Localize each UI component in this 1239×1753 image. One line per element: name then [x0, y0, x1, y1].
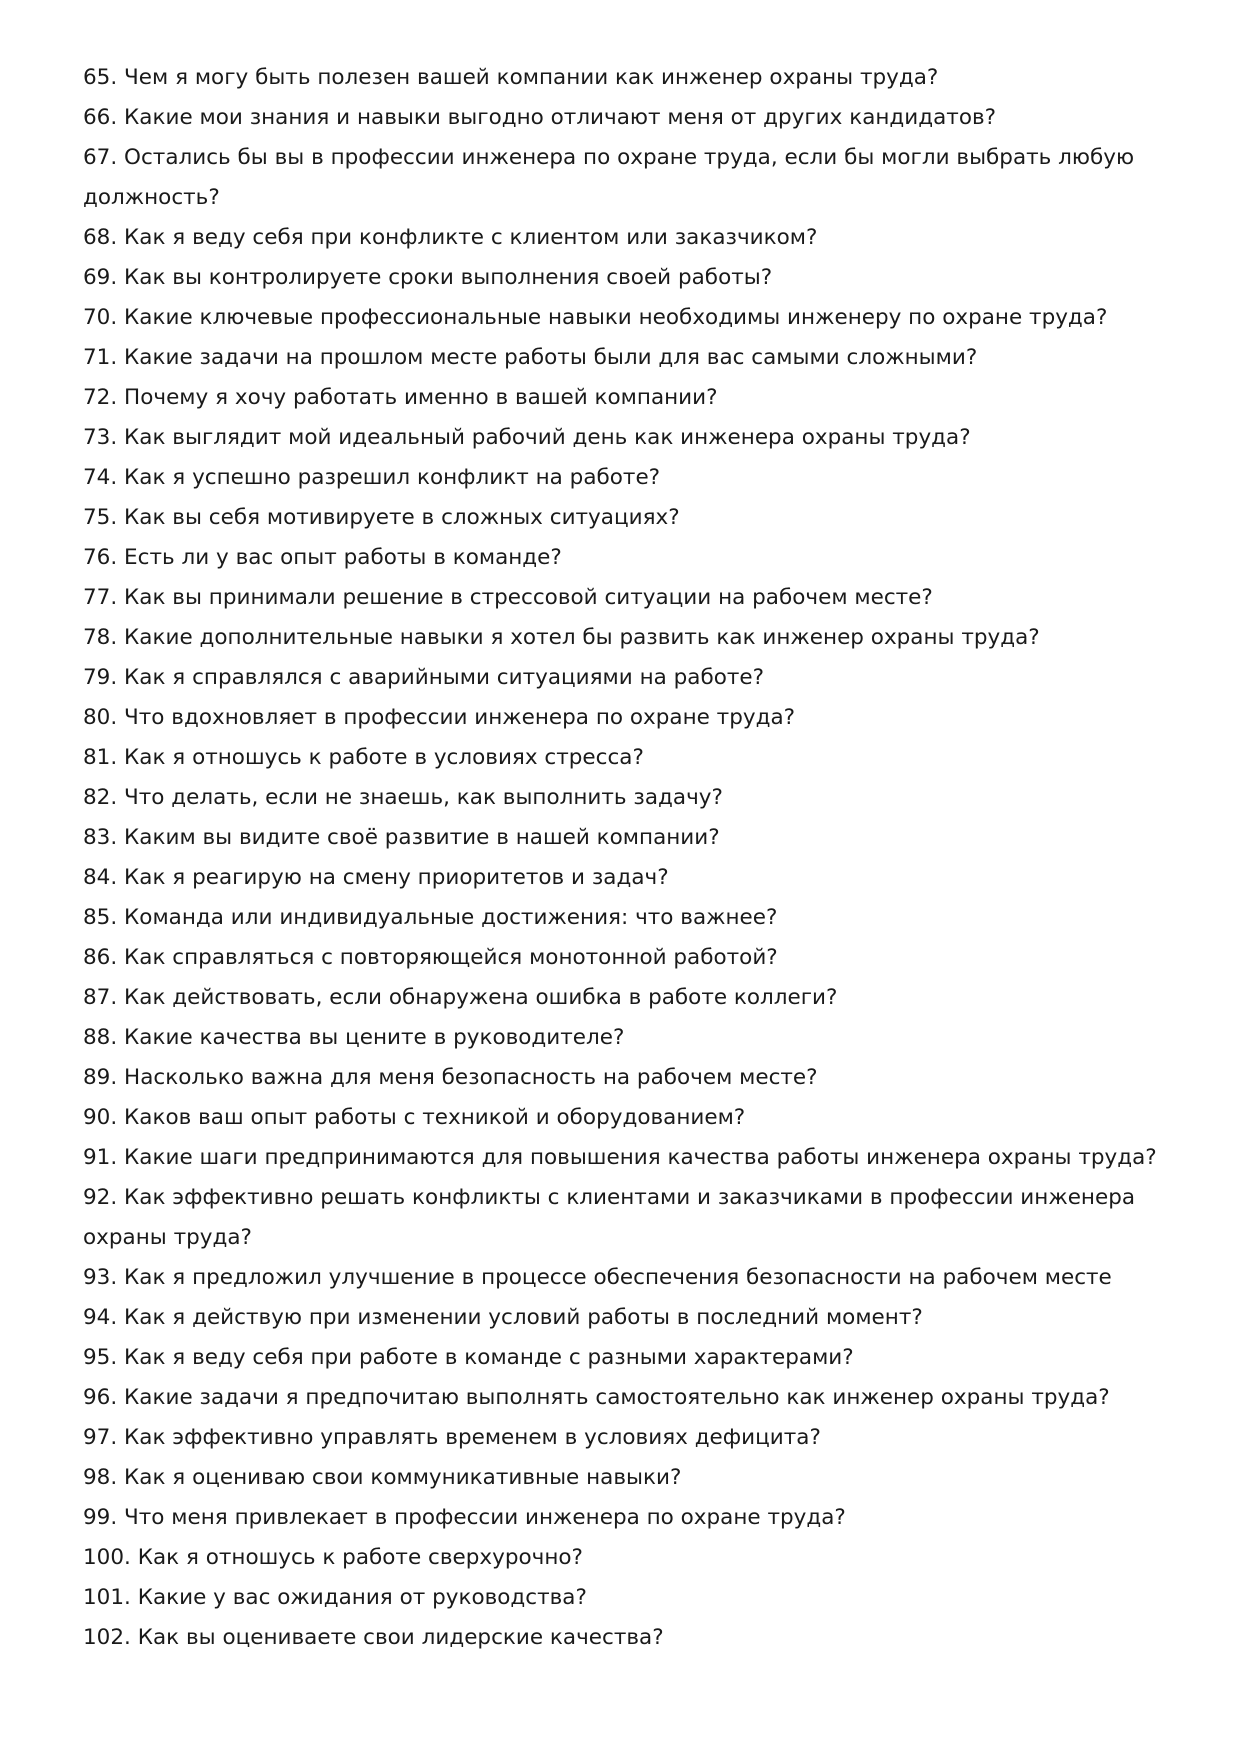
question-number: 97. — [83, 1425, 118, 1450]
question-number: 93. — [83, 1265, 118, 1290]
question-text: Какие задачи я предпочитаю выполнять самостоятельно как инженер охраны труда? — [124, 1385, 1110, 1410]
question-item — [83, 1338, 1173, 1378]
question-number: 87. — [83, 985, 118, 1010]
question-text: Насколько важна для меня безопасность на рабочем месте? — [124, 1065, 818, 1090]
question-item — [83, 658, 1173, 698]
question-number: 78. — [83, 625, 118, 650]
question-item — [83, 858, 1173, 898]
question-item — [83, 418, 1173, 458]
question-number: 98. — [83, 1465, 118, 1490]
question-number: 68. — [83, 225, 118, 250]
question-text: Как эффективно управлять временем в условиях дефицита? — [124, 1425, 821, 1450]
question-text: Что меня привлекает в профессии инженера по охране труда? — [124, 1505, 846, 1530]
question-number: 70. — [83, 305, 118, 330]
question-number: 95. — [83, 1345, 118, 1370]
question-item — [83, 1018, 1173, 1058]
question-number: 82. — [83, 785, 118, 810]
question-number: 90. — [83, 1105, 118, 1130]
question-item — [83, 1458, 1173, 1498]
question-number: 73. — [83, 425, 118, 450]
question-item — [83, 938, 1173, 978]
question-text: Как я отношусь к работе в условиях стресса? — [124, 745, 644, 770]
question-number: 69. — [83, 265, 118, 290]
question-text: Как эффективно решать конфликты с клиентами и заказчиками в профессии инженера охраны труда? — [83, 1185, 1136, 1250]
question-item — [83, 898, 1173, 938]
question-text: Как выглядит мой идеальный рабочий день как инженера охраны труда? — [124, 425, 971, 450]
question-item — [83, 578, 1173, 618]
question-text: Как действовать, если обнаружена ошибка в работе коллеги? — [124, 985, 838, 1010]
question-item — [83, 978, 1173, 1018]
question-number: 66. — [83, 105, 118, 130]
question-item — [83, 1138, 1173, 1178]
question-text: Как вы контролируете сроки выполнения своей работы? — [124, 265, 773, 290]
question-item — [83, 1058, 1173, 1098]
question-text: Как вы себя мотивируете в сложных ситуациях? — [124, 505, 680, 530]
question-item — [83, 378, 1173, 418]
question-item — [83, 1298, 1173, 1338]
question-text: Как я предложил улучшение в процессе обеспечения безопасности на рабочем месте — [124, 1265, 1112, 1290]
question-item — [83, 1578, 1173, 1618]
question-item — [83, 98, 1173, 138]
question-number: 86. — [83, 945, 118, 970]
question-number: 99. — [83, 1505, 118, 1530]
question-number: 79. — [83, 665, 118, 690]
question-item — [83, 778, 1173, 818]
question-item — [83, 1418, 1173, 1458]
question-text: Как я реагирую на смену приоритетов и задач? — [124, 865, 669, 890]
question-item — [83, 1098, 1173, 1138]
question-number: 77. — [83, 585, 118, 610]
question-text: Как справляться с повторяющейся монотонной работой? — [124, 945, 778, 970]
question-number: 83. — [83, 825, 118, 850]
question-number: 72. — [83, 385, 118, 410]
question-item — [83, 458, 1173, 498]
question-number: 76. — [83, 545, 118, 570]
question-item — [83, 1618, 1173, 1658]
question-number: 67. — [83, 145, 118, 170]
question-item — [83, 298, 1173, 338]
question-text: Что вдохновляет в профессии инженера по охране труда? — [124, 705, 796, 730]
question-number: 71. — [83, 345, 118, 370]
question-text: Как я оцениваю свои коммуникативные навыки? — [124, 1465, 682, 1490]
question-number: 94. — [83, 1305, 118, 1330]
question-text: Какие качества вы цените в руководителе? — [124, 1025, 625, 1050]
question-number: 81. — [83, 745, 118, 770]
question-text: Есть ли у вас опыт работы в команде? — [124, 545, 562, 570]
question-text: Как вы оцениваете свои лидерские качества? — [137, 1625, 664, 1650]
question-text: Каким вы видите своё развитие в нашей компании? — [124, 825, 720, 850]
question-item — [83, 58, 1173, 98]
question-item — [83, 698, 1173, 738]
question-text: Каков ваш опыт работы с техникой и оборудованием? — [124, 1105, 746, 1130]
question-number: 102. — [83, 1625, 131, 1650]
question-text: Какие шаги предпринимаются для повышения качества работы инженера охраны труда? — [124, 1145, 1157, 1170]
question-item — [83, 618, 1173, 658]
question-text: Как я веду себя при работе в команде с разными характерами? — [124, 1345, 854, 1370]
question-text: Какие задачи на прошлом месте работы были для вас самыми сложными? — [124, 345, 978, 370]
question-text: Команда или индивидуальные достижения: что важнее? — [124, 905, 778, 930]
question-number: 74. — [83, 465, 118, 490]
question-text: Как я успешно разрешил конфликт на работе? — [124, 465, 661, 490]
question-number: 88. — [83, 1025, 118, 1050]
question-text: Какие мои знания и навыки выгодно отличают меня от других кандидатов? — [124, 105, 997, 130]
question-item — [83, 338, 1173, 378]
question-item — [83, 1258, 1173, 1298]
question-number: 92. — [83, 1185, 118, 1210]
question-text: Какие у вас ожидания от руководства? — [137, 1585, 587, 1610]
question-text: Какие ключевые профессиональные навыки необходимы инженеру по охране труда? — [124, 305, 1108, 330]
question-number: 80. — [83, 705, 118, 730]
question-text: Как я веду себя при конфликте с клиентом или заказчиком? — [124, 225, 818, 250]
question-item — [83, 538, 1173, 578]
question-number: 91. — [83, 1145, 118, 1170]
question-number: 85. — [83, 905, 118, 930]
question-item — [83, 1538, 1173, 1578]
question-item — [83, 218, 1173, 258]
question-item — [83, 738, 1173, 778]
question-item — [83, 258, 1173, 298]
question-item — [83, 818, 1173, 858]
question-number: 65. — [83, 65, 118, 90]
question-number: 101. — [83, 1585, 131, 1610]
question-number: 96. — [83, 1385, 118, 1410]
question-item — [83, 138, 1173, 218]
question-number: 84. — [83, 865, 118, 890]
question-item — [83, 1178, 1173, 1258]
question-number: 89. — [83, 1065, 118, 1090]
question-text: Как вы принимали решение в стрессовой ситуации на рабочем месте? — [124, 585, 933, 610]
question-item — [83, 498, 1173, 538]
question-list — [83, 58, 1173, 1658]
question-text: Какие дополнительные навыки я хотел бы развить как инженер охраны труда? — [124, 625, 1040, 650]
question-item — [83, 1498, 1173, 1538]
question-text: Как я отношусь к работе сверхурочно? — [137, 1545, 583, 1570]
question-number: 75. — [83, 505, 118, 530]
question-text: Что делать, если не знаешь, как выполнить задачу? — [124, 785, 723, 810]
question-text: Чем я могу быть полезен вашей компании как инженер охраны труда? — [124, 65, 939, 90]
question-text: Как я действую при изменении условий работы в последний момент? — [124, 1305, 923, 1330]
question-item — [83, 1378, 1173, 1418]
question-number: 100. — [83, 1545, 131, 1570]
question-text: Остались бы вы в профессии инженера по охране труда, если бы могли выбрать любую должность? — [83, 145, 1135, 210]
question-text: Почему я хочу работать именно в вашей компании? — [124, 385, 718, 410]
question-text: Как я справлялся с аварийными ситуациями на работе? — [124, 665, 765, 690]
